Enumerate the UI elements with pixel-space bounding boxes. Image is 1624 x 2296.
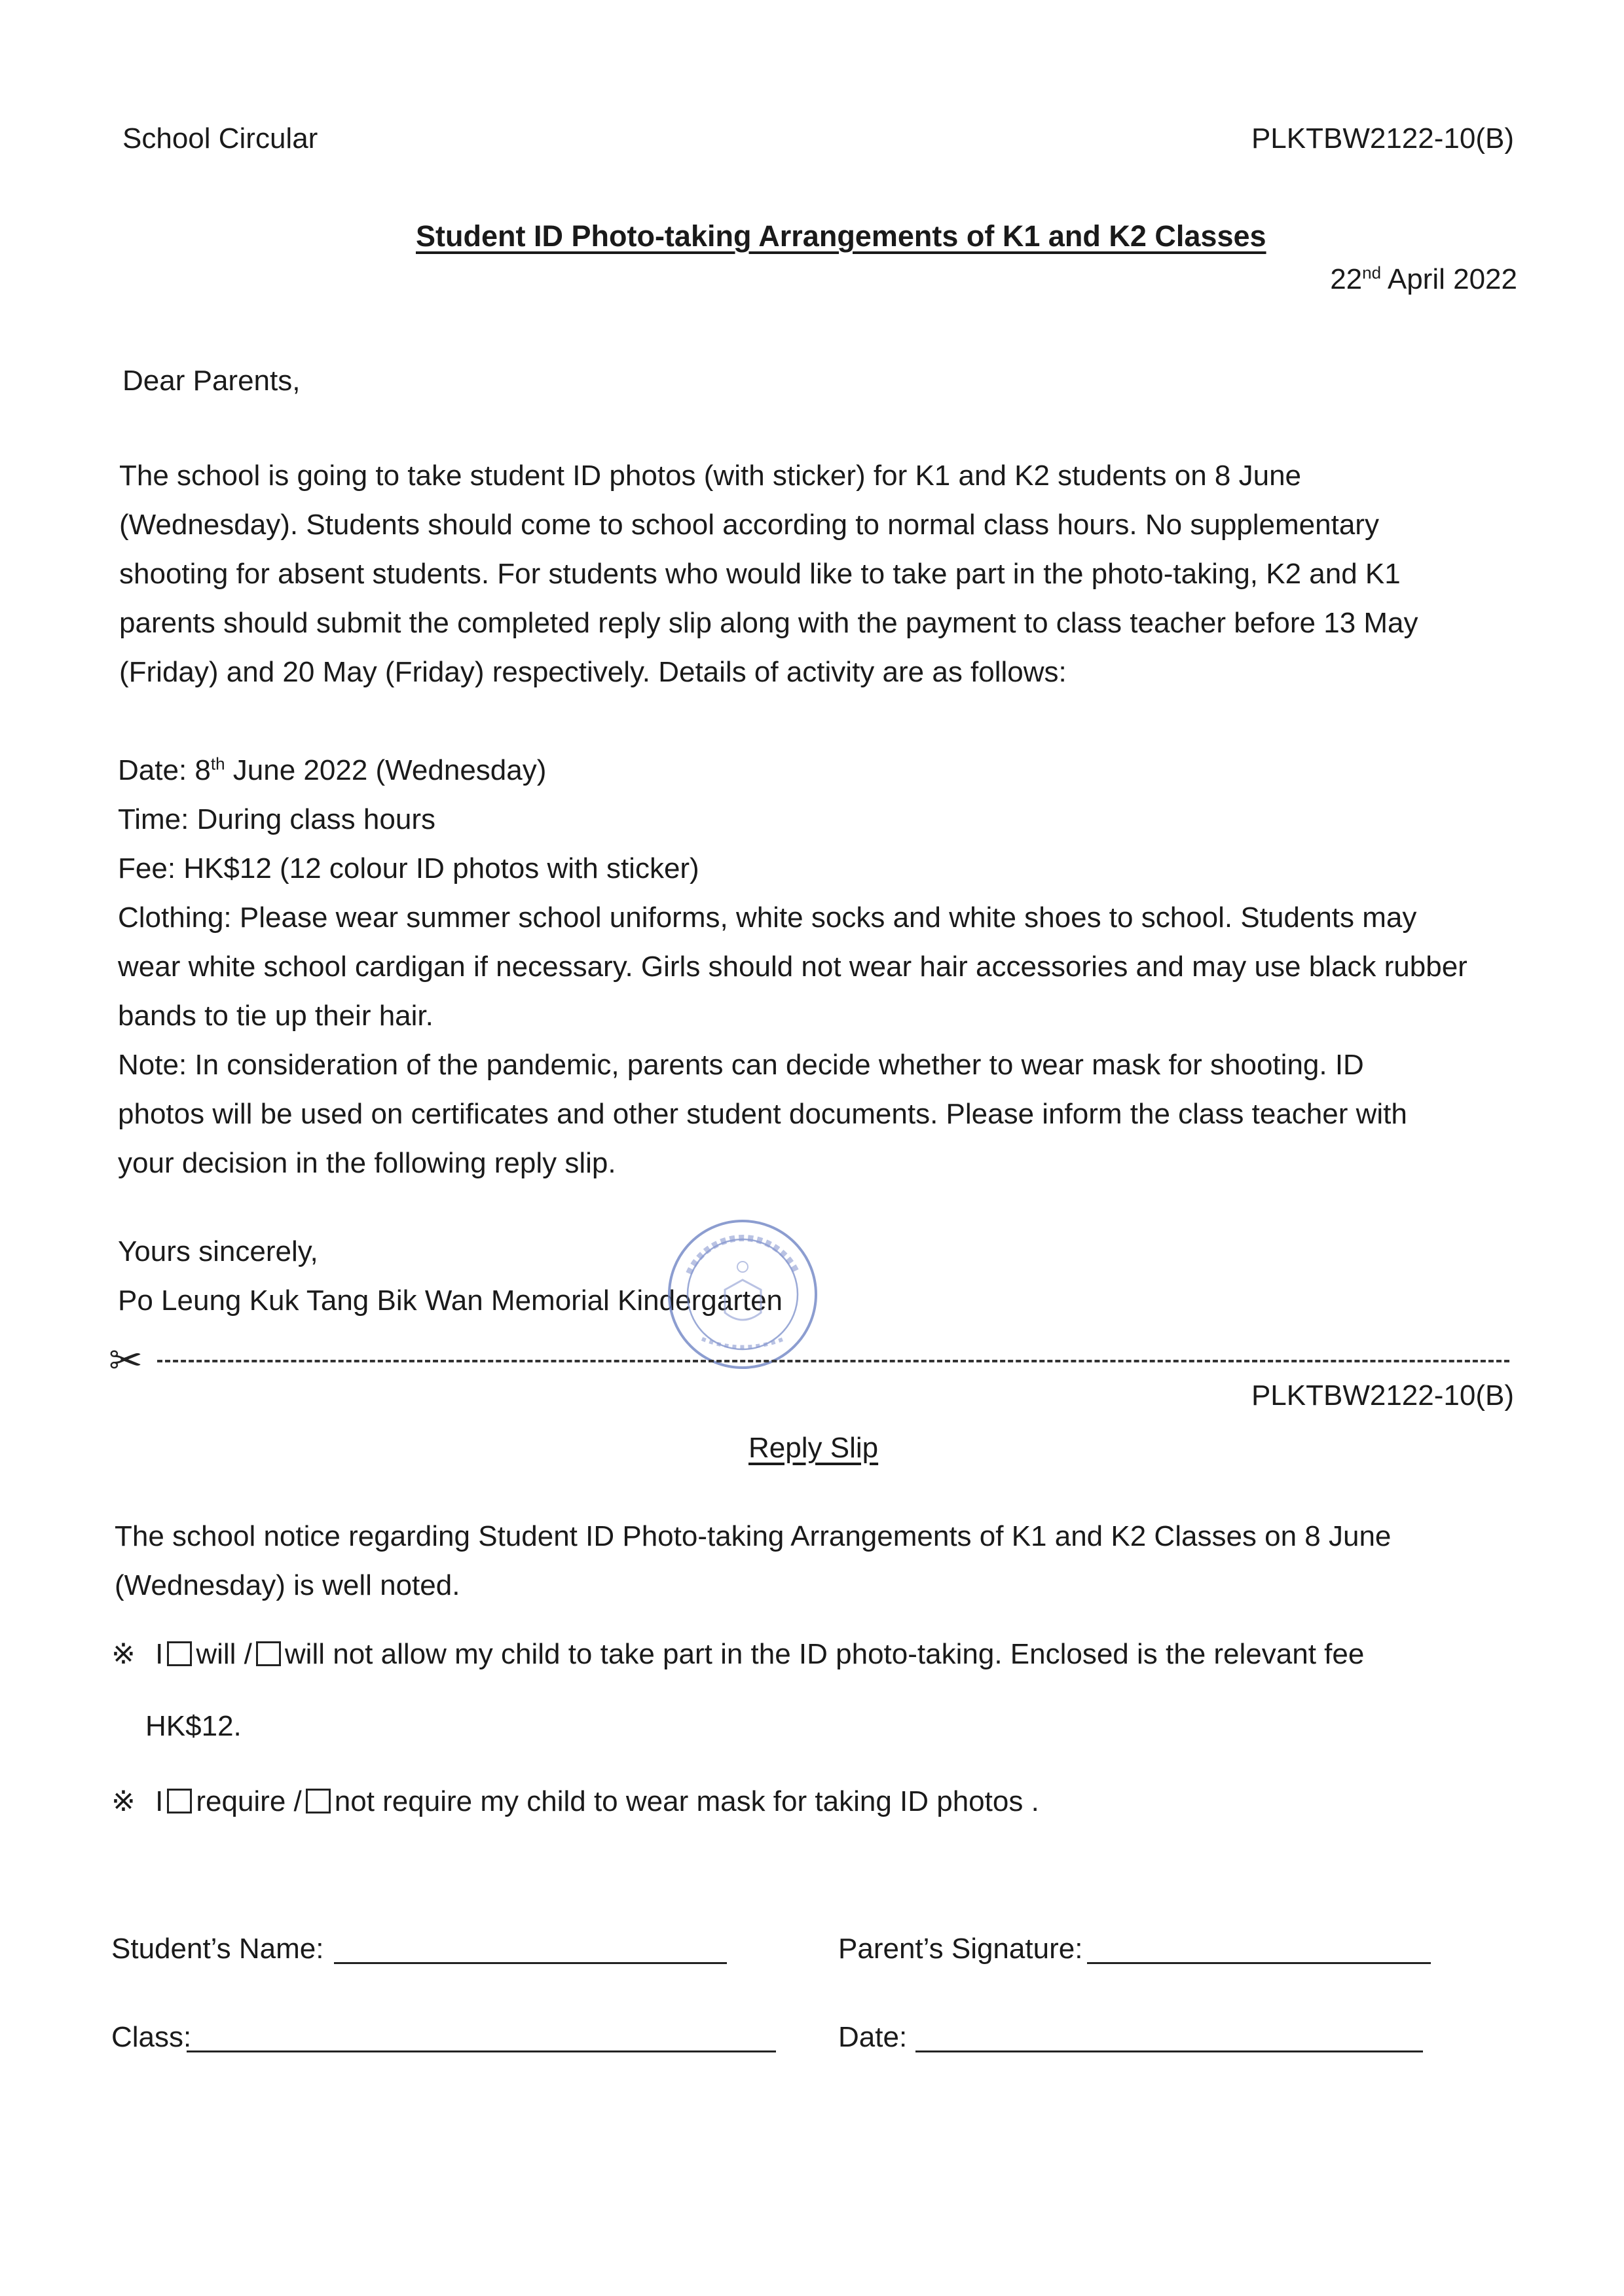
reply-slip-title: Reply Slip bbox=[748, 1432, 879, 1464]
detail-note-line-1: Note: In consideration of the pandemic, parents can decide whether to wear mask for shooting. ID bbox=[118, 1049, 1364, 1081]
detail-clothing-line-3: bands to tie up their hair. bbox=[118, 1000, 434, 1032]
parent-signature-label: Parent’s Signature: bbox=[838, 1933, 1083, 1965]
detail-clothing-line-1: Clothing: Please wear summer school uniforms, white socks and white shoes to school. Students may bbox=[118, 902, 1417, 934]
circular-label: School Circular bbox=[122, 122, 318, 155]
parent-signature-field[interactable] bbox=[1087, 1962, 1431, 1964]
detail-date-rest: June 2022 (Wednesday) bbox=[225, 754, 547, 786]
option-mask-i: I bbox=[155, 1785, 164, 1817]
option-mask-rest: not require my child to wear mask for taking ID photos . bbox=[334, 1785, 1039, 1817]
date-rest: April 2022 bbox=[1381, 263, 1517, 295]
class-label: Class: bbox=[111, 2021, 192, 2053]
scissors-icon: ✂ bbox=[109, 1338, 143, 1383]
detail-note-line-2: photos will be used on certificates and other student documents. Please inform the class teacher with bbox=[118, 1098, 1407, 1130]
cut-line bbox=[157, 1360, 1509, 1362]
reply-reference-code: PLKTBW2122-10(B) bbox=[1251, 1379, 1514, 1412]
date-label: Date: bbox=[838, 2021, 908, 2053]
salutation: Dear Parents, bbox=[122, 365, 301, 397]
reference-code: PLKTBW2122-10(B) bbox=[1251, 122, 1514, 155]
student-name-label: Student’s Name: bbox=[111, 1933, 324, 1965]
detail-date-sup: th bbox=[210, 754, 225, 774]
detail-note-line-3: your decision in the following reply slip. bbox=[118, 1147, 616, 1179]
not-require-checkbox[interactable] bbox=[306, 1789, 331, 1813]
detail-date-prefix: Date: 8 bbox=[118, 754, 211, 786]
option-participation-fee: HK$12. bbox=[145, 1710, 242, 1742]
signoff: Po Leung Kuk Tang Bik Wan Memorial Kindergarten bbox=[118, 1285, 783, 1317]
option-participation bbox=[111, 1640, 1364, 1669]
page-title: Student ID Photo-taking Arrangements of K1 and K2 Classes bbox=[416, 219, 1266, 253]
option-participation-i: I bbox=[155, 1638, 164, 1670]
option-participation-will: will / bbox=[196, 1638, 252, 1670]
option-participation-rest: will not allow my child to take part in the ID photo-taking. Enclosed is the relevant fee bbox=[284, 1638, 1365, 1670]
date-day: 22 bbox=[1330, 263, 1363, 295]
intro-line-3: shooting for absent students. For students who would like to take part in the photo-taking, K2 and K1 bbox=[119, 558, 1401, 590]
class-field[interactable] bbox=[187, 2050, 776, 2052]
option-mask-require: require / bbox=[196, 1785, 302, 1817]
reply-notice-line-1: The school notice regarding Student ID Photo-taking Arrangements of K1 and K2 Classes on 8 June bbox=[115, 1520, 1392, 1552]
intro-line-5: (Friday) and 20 May (Friday) respectively. Details of activity are as follows: bbox=[119, 656, 1067, 688]
detail-time: Time: During class hours bbox=[118, 803, 435, 835]
detail-clothing-line-2: wear white school cardigan if necessary. Girls should not wear hair accessories and may use black rubber bbox=[118, 951, 1467, 983]
circular-date bbox=[1330, 265, 1517, 294]
reply-notice-line-2: (Wednesday) is well noted. bbox=[115, 1569, 460, 1601]
will-not-checkbox[interactable] bbox=[256, 1641, 281, 1666]
reference-mark-icon: ※ bbox=[111, 1638, 136, 1670]
intro-line-2: (Wednesday). Students should come to school according to normal class hours. No supplementary bbox=[119, 509, 1379, 541]
intro-line-4: parents should submit the completed reply slip along with the payment to class teacher before 13 May bbox=[119, 607, 1418, 639]
will-checkbox[interactable] bbox=[167, 1641, 192, 1666]
date-suffix: nd bbox=[1362, 263, 1382, 283]
date-field[interactable] bbox=[915, 2050, 1423, 2052]
student-name-field[interactable] bbox=[334, 1962, 727, 1964]
closing: Yours sincerely, bbox=[118, 1235, 318, 1267]
school-seal-icon bbox=[663, 1214, 823, 1375]
reference-mark-icon: ※ bbox=[111, 1785, 136, 1817]
option-mask bbox=[111, 1787, 1039, 1816]
intro-line-1: The school is going to take student ID photos (with sticker) for K1 and K2 students on 8 June bbox=[119, 460, 1302, 492]
detail-fee: Fee: HK$12 (12 colour ID photos with sticker) bbox=[118, 852, 699, 884]
detail-date bbox=[118, 756, 546, 785]
require-checkbox[interactable] bbox=[167, 1789, 192, 1813]
